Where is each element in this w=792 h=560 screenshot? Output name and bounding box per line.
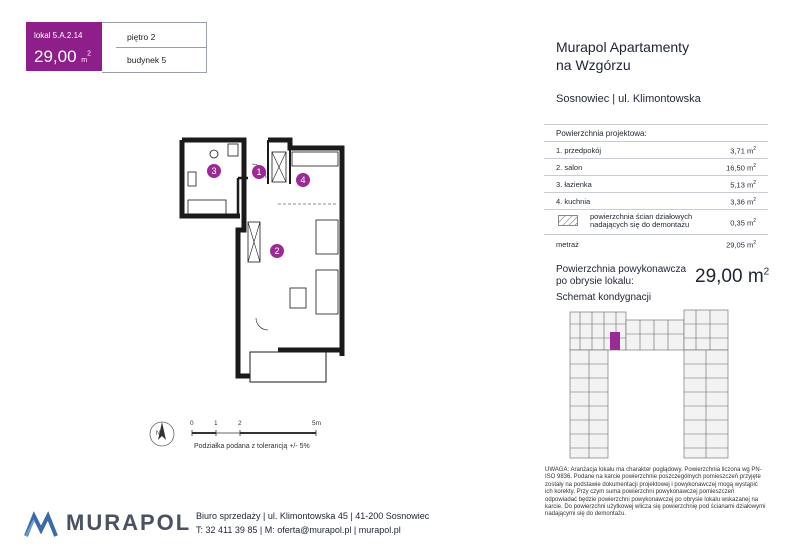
area-row: 2. salon 16,50 $m^2$	[544, 158, 768, 176]
murapol-logo-icon	[24, 510, 58, 538]
final-area-label: Powierzchnia powykonawcza po obrysie lokalu:	[556, 264, 687, 287]
disclaimer: UWAGA: Aranżacja lokalu ma charakter poglądowy. Powierzchnia liczona wg PN-ISO 9836. Podane na karcie powierzchnie poszczególnych pomieszczeń przyjęte zostały na podstawie dokumentacji projektowej i powykonawczej mogą wystąpić ich korekty. Przy czym suma powierzchni powykonawczej pomieszczeń odpowiadać będzie powierzchni powykonawczej po obrysie lokalu wskazanej na karcie. Do powierzchni użytkowej wlicza się powierzchnię pod ścianami działowymi nadającymi się do demontażu.	[545, 467, 766, 518]
highlighted-unit	[610, 332, 620, 350]
unit-badge	[26, 22, 102, 71]
unit-label: lokal 5.A.2.14	[34, 31, 83, 40]
floor-label: piętro 2	[127, 32, 156, 42]
svg-text:N: N	[156, 431, 161, 437]
hatch-icon	[558, 215, 578, 226]
north-arrow-icon	[146, 418, 178, 450]
room-badge-4: 4	[296, 173, 310, 187]
scheme-title: Schemat kondygnacji	[556, 292, 652, 303]
scale-tolerance: Podziałka podana z tolerancją +/- 5%	[194, 443, 310, 450]
floor-scheme	[560, 304, 770, 464]
floor-plan	[178, 134, 358, 384]
room-badge-2: 2	[270, 244, 284, 258]
area-row: 1. przedpokój 3,71 $m^2$	[544, 141, 768, 159]
scale-tick: 2	[238, 420, 242, 427]
room-badge-1: 1	[252, 165, 266, 179]
building-label: budynek 5	[127, 55, 167, 65]
room-badge-3: 3	[207, 164, 221, 178]
unit-info	[102, 22, 207, 73]
scale-tick: 1	[214, 420, 218, 427]
areas-header: Powierzchnia projektowa:	[556, 129, 647, 138]
project-title: Murapol Apartamenty na Wzgórzu	[556, 39, 690, 73]
area-row: 4. kuchnia 3,36 $m^2$	[544, 192, 768, 210]
scale-tick: 5m	[312, 420, 322, 427]
unit-area: 29,00 $m^2$	[34, 47, 92, 66]
scale-tick: 0	[190, 420, 194, 427]
total-row: metraż 29,05 $m^2$	[556, 240, 756, 250]
area-row: 3. łazienka 5,13 $m^2$	[544, 175, 768, 193]
project-address: Sosnowiec | ul. Klimontowska	[556, 93, 701, 105]
final-area-value: 29,00 $m^2$	[695, 266, 770, 287]
walls-row: powierzchnia ścian działowych nadających się do demontażu 0,35 $m^2$	[544, 209, 768, 235]
logo-text: MURAPOL	[66, 510, 192, 535]
footer-contact: Biuro sprzedaży | ul. Klimontowska 45 | 41-200 Sosnowiec T: 32 411 39 85 | M: oferta@murapol.pl | murapol.pl	[196, 511, 430, 535]
scale-bar	[190, 428, 340, 438]
